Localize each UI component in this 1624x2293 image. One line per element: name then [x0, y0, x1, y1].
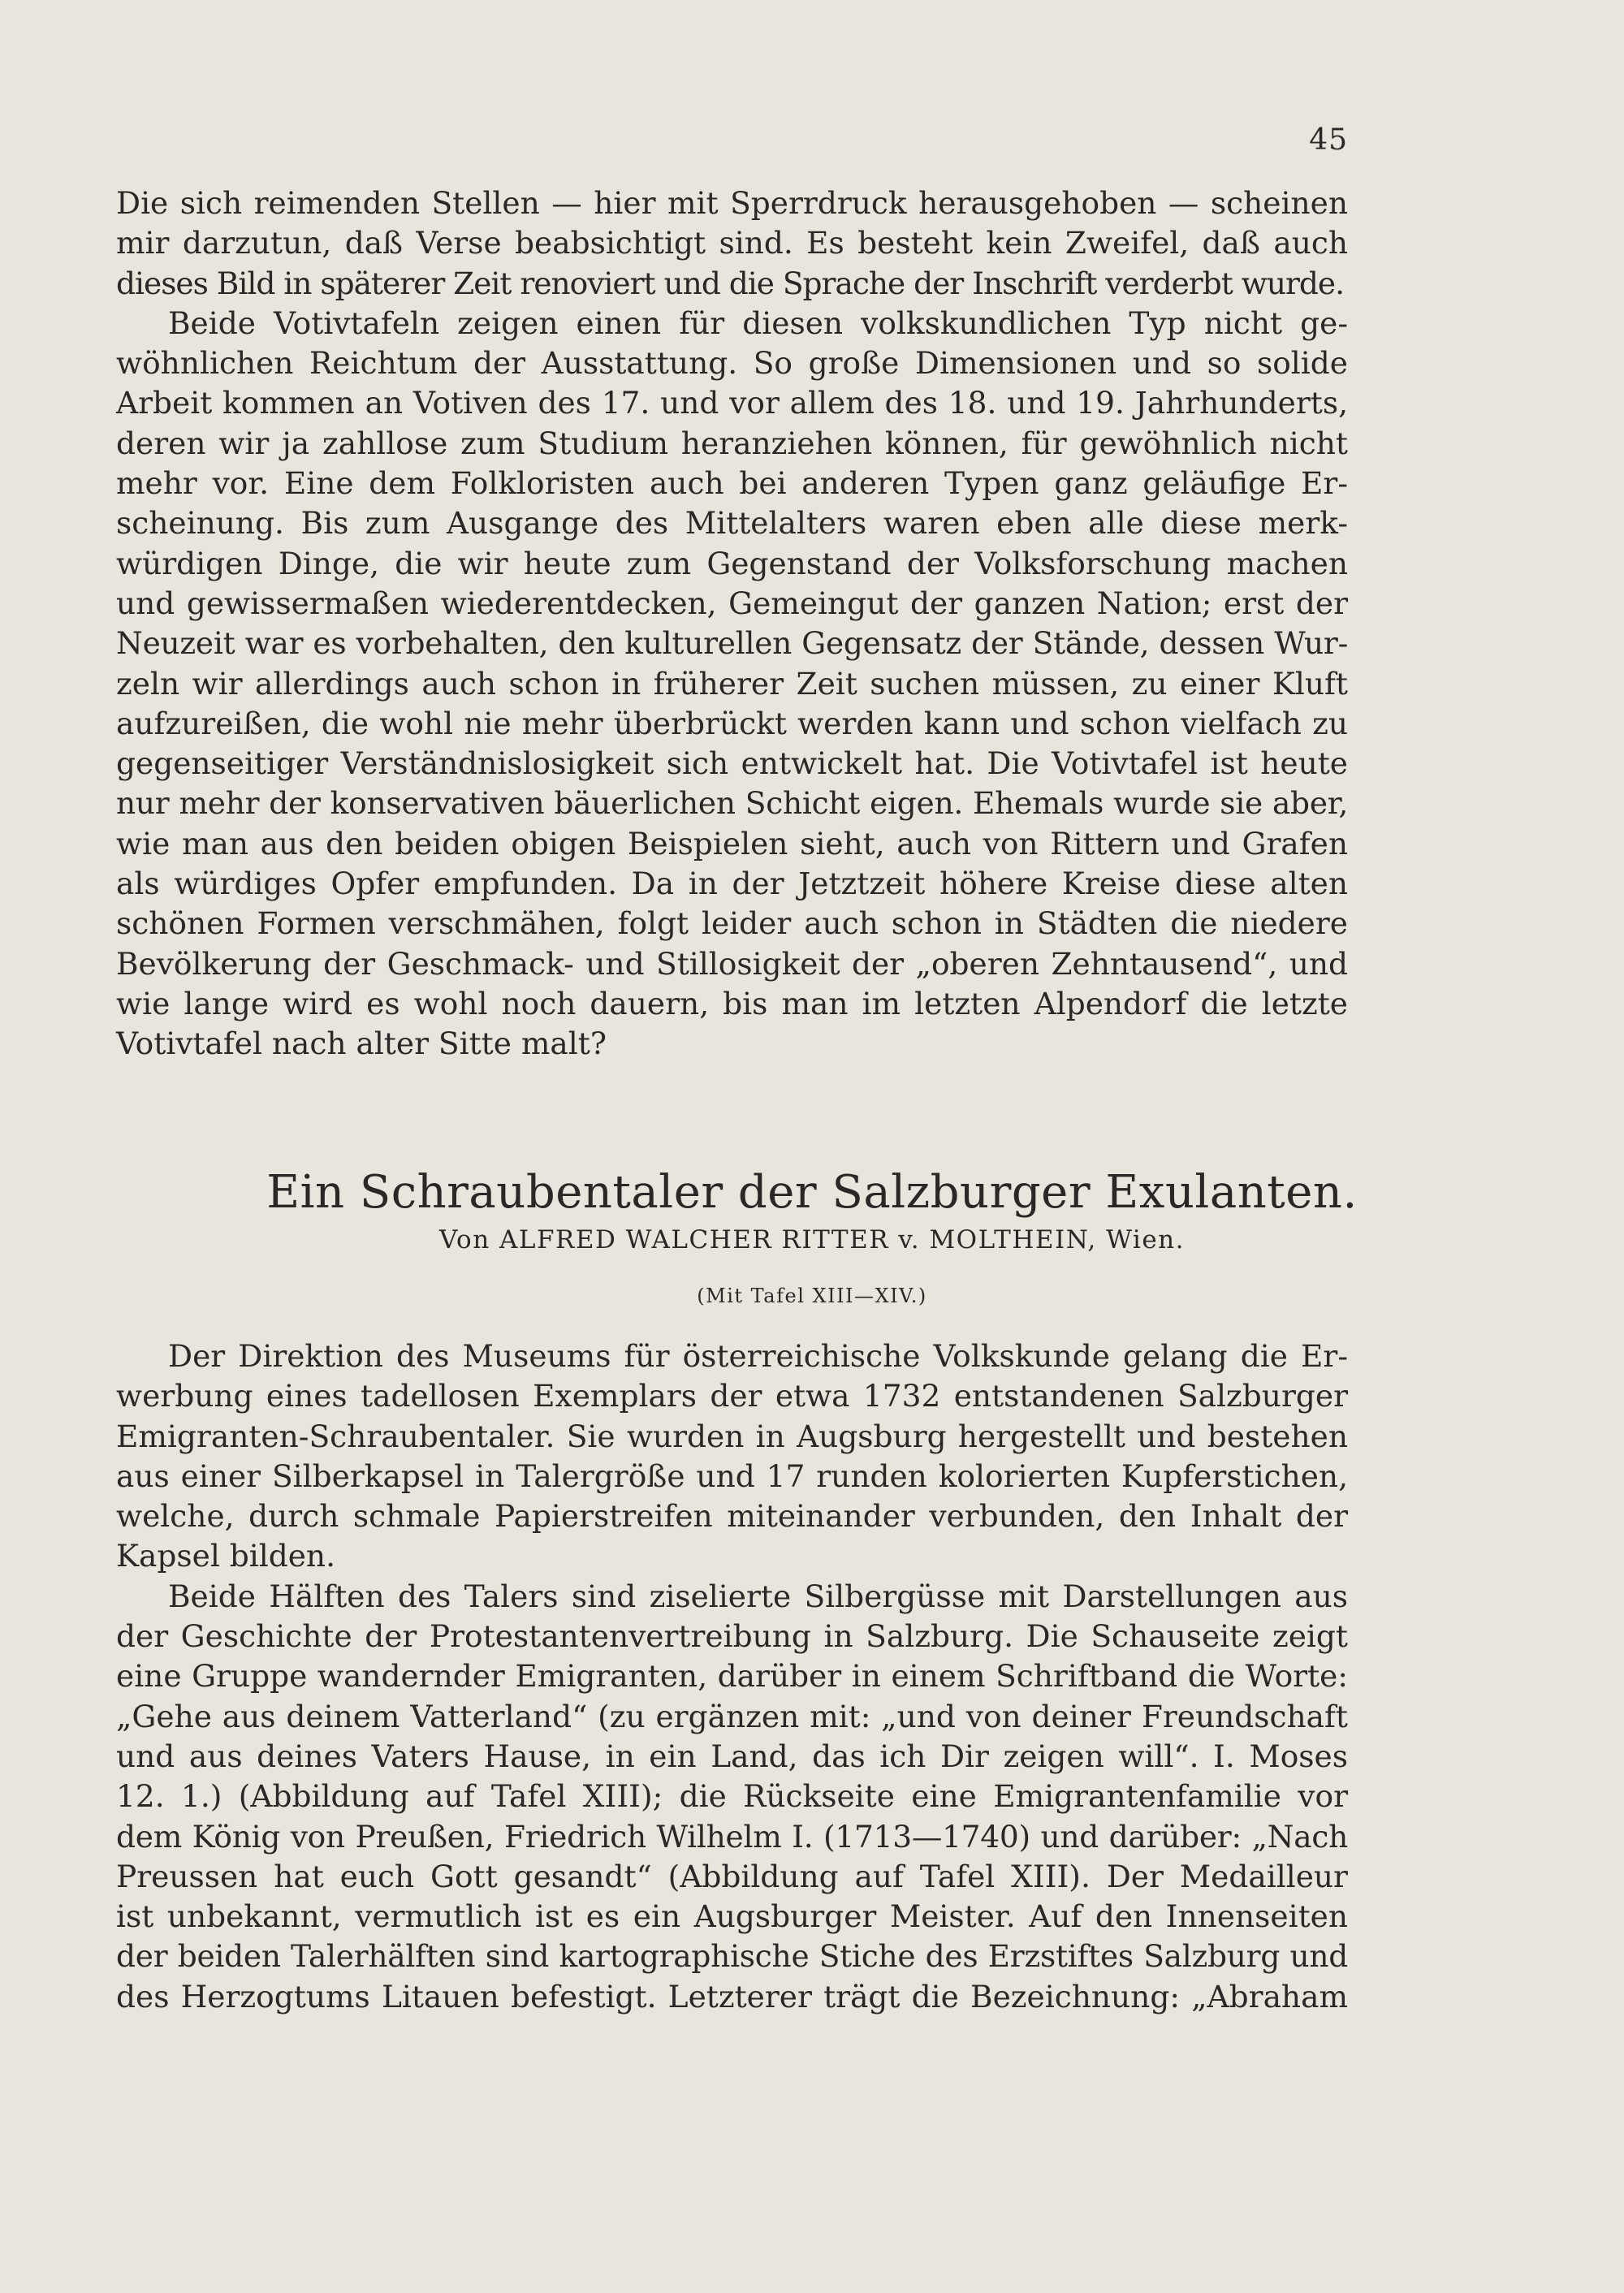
page-number: 45	[1309, 123, 1348, 157]
text-line: scheinung. Bis zum Ausgange des Mittelalters waren eben alle diese merk-	[116, 505, 1348, 542]
text-line: Arbeit kommen an Votiven des 17. und vor allem des 18. und 19. Jahrhunderts,	[116, 385, 1348, 421]
text-line: welche, durch schmale Papierstreifen miteinander verbunden, den Inhalt der	[116, 1498, 1348, 1535]
previous-article-text	[116, 184, 1348, 1064]
text-line: dieses Bild in späterer Zeit renoviert und die Sprache der Inschrift verderbt wurde.	[116, 265, 1345, 301]
text-line: Votivtafel nach alter Sitte malt?	[116, 1026, 607, 1062]
text-line: Beide Votivtafeln zeigen einen für diesen volkskundlichen Typ nicht ge-	[168, 304, 1348, 341]
text-line: Beide Hälften des Talers sind ziselierte Silbergüsse mit Darstellungen aus	[168, 1578, 1348, 1614]
text-line: 12. 1.) (Abbildung auf Tafel XIII); die Rückseite eine Emigrantenfamilie vor	[116, 1778, 1348, 1815]
text-line: mehr vor. Eine dem Folkloristen auch bei anderen Typen ganz geläufige Er-	[116, 465, 1348, 502]
article-byline: Von ALFRED WALCHER RITTER v. MOLTHEIN, Wien.	[439, 1225, 1185, 1254]
text-line: des Herzogtums Litauen befestigt. Letzterer trägt die Bezeichnung: „Abraham	[116, 1978, 1348, 2014]
text-line: Preussen hat euch Gott gesandt“ (Abbildung auf Tafel XIII). Der Medailleur	[116, 1858, 1348, 1894]
text-line: und gewissermaßen wiederentdecken, Gemeingut der ganzen Nation; erst der	[116, 585, 1348, 621]
text-line: als würdiges Opfer empfunden. Da in der Jetztzeit höhere Kreise diese alten	[116, 866, 1348, 902]
text-line: Kapsel bilden.	[116, 1538, 335, 1574]
text-line: Der Direktion des Museums für österreichische Volkskunde gelang die Er-	[168, 1338, 1348, 1374]
text-line: gegenseitiger Verständnislosigkeit sich entwickelt hat. Die Votivtafel ist heute	[116, 745, 1348, 782]
text-line: Bevölkerung der Geschmack- und Stillosigkeit der „oberen Zehntausend“, und	[116, 945, 1348, 982]
text-line: eine Gruppe wandernder Emigranten, darüber in einem Schriftband die Worte:	[116, 1658, 1348, 1695]
article-body	[116, 1337, 1348, 2017]
text-line: nur mehr der konservativen bäuerlichen Schicht eigen. Ehemals wurde sie aber,	[116, 785, 1348, 822]
text-line: deren wir ja zahllose zum Studium heranziehen können, für gewöhnlich nicht	[116, 425, 1348, 461]
text-line: schönen Formen verschmähen, folgt leider auch schon in Städten die niedere	[116, 905, 1348, 942]
text-line: der beiden Talerhälften sind kartographische Stiche des Erzstiftes Salzburg und	[116, 1938, 1348, 1975]
text-line: wie lange wird es wohl noch dauern, bis man im letzten Alpendorf die letzte	[116, 985, 1348, 1021]
text-line: mir darzutun, daß Verse beabsichtigt sind. Es besteht kein Zweifel, daß auch	[116, 225, 1348, 261]
text-line: würdigen Dinge, die wir heute zum Gegenstand der Volksforschung machen	[116, 545, 1348, 581]
text-line: dem König von Preußen, Friedrich Wilhelm I. (1713—1740) und darüber: „Nach	[116, 1818, 1348, 1855]
text-line: aufzureißen, die wohl nie mehr überbrückt werden kann und schon vielfach zu	[116, 705, 1348, 741]
text-line: „Gehe aus deinem Vatterland“ (zu ergänzen mit: „und von deiner Freundschaft	[116, 1698, 1348, 1734]
article-title: Ein Schraubentaler der Salzburger Exulanten.	[266, 1166, 1358, 1219]
text-line: Die sich reimenden Stellen — hier mit Sperrdruck herausgehoben — scheinen	[116, 185, 1348, 221]
text-line: der Geschichte der Protestantenvertreibung in Salzburg. Die Schauseite zeigt	[116, 1618, 1348, 1655]
text-line: wöhnlichen Reichtum der Ausstattung. So große Dimensionen und so solide	[116, 345, 1348, 382]
text-line: Neuzeit war es vorbehalten, den kulturellen Gegensatz der Stände, dessen Wur-	[116, 625, 1348, 662]
text-line: zeln wir allerdings auch schon in früherer Zeit suchen müssen, zu einer Kluft	[116, 665, 1348, 702]
text-line: wie man aus den beiden obigen Beispielen sieht, auch von Rittern und Grafen	[116, 825, 1348, 861]
text-line: werbung eines tadellosen Exemplars der etwa 1732 entstandenen Salzburger	[116, 1378, 1348, 1414]
text-line: aus einer Silberkapsel in Talergröße und 17 runden kolorierten Kupferstichen,	[116, 1457, 1348, 1494]
plate-reference: (Mit Tafel XIII—XIV.)	[697, 1285, 927, 1307]
text-line: und aus deines Vaters Hause, in ein Land, das ich Dir zeigen will“. I. Moses	[116, 1738, 1348, 1774]
text-line: Emigranten-Schraubentaler. Sie wurden in Augsburg hergestellt und bestehen	[116, 1418, 1348, 1454]
text-line: ist unbekannt, vermutlich ist es ein Augsburger Meister. Auf den Innenseiten	[116, 1898, 1348, 1935]
